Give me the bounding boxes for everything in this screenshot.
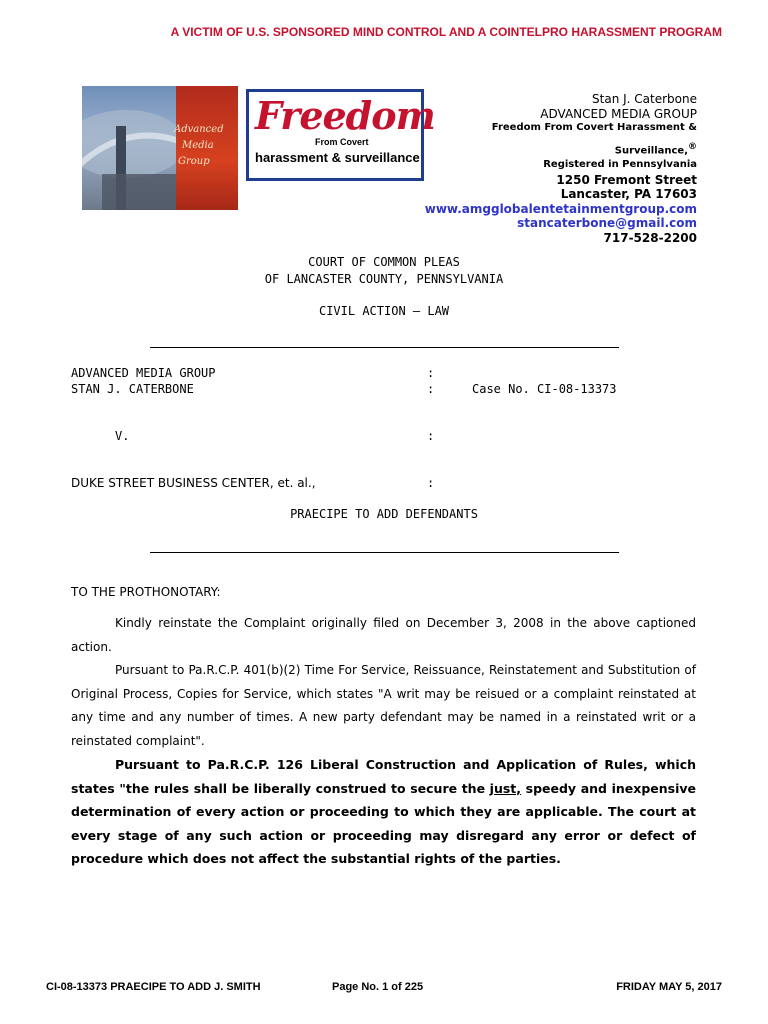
salutation: TO THE PROTHONOTARY: [71,585,221,599]
document-title: PRAECIPE TO ADD DEFENDANTS [290,507,478,521]
sender-email-link[interactable]: stancaterbone@gmail.com [517,216,697,231]
case-number: Case No. CI-08-13373 [472,382,617,396]
sender-website-link[interactable]: www.amgglobalentetainmentgroup.com [424,201,697,216]
body-paragraph-1: Kindly reinstate the Complaint originally filed on December 3, 2008 in the above captioned action. [71,616,696,654]
caption-colon: : [427,429,435,443]
versus-label: V. [115,429,130,443]
sender-street: 1250 Fremont Street [556,172,697,187]
footer-date: FRIDAY MAY 5, 2017 [616,981,722,993]
defendant-line: DUKE STREET BUSINESS CENTER, et. al., [71,476,316,490]
body-paragraph-2: Pursuant to Pa.R.C.P. 401(b)(2) Time For Service, Reissuance, Reinstatement and Substitution of Original Process, Copies for Service, which states "A writ may be reisued or a complaint reinstated at any time and any number of times. A new party defendant may be named in a reinstated writ or a reinstated complaint". [71,663,696,748]
sender-city: Lancaster, PA 17603 [560,187,697,202]
court-name-line1: COURT OF COMMON PLEAS [308,255,460,269]
sender-address-block [377,92,697,245]
court-name-line2: OF LANCASTER COUNTY, PENNSYLVANIA [264,272,504,286]
freedom-logo-title: Freedom [255,93,435,138]
sender-phone: 717-528-2200 [603,230,697,245]
footer-page-number: Page No. 1 of 225 [332,981,424,993]
underlined-just: just, [489,780,522,796]
plaintiff-line2: STAN J. CATERBONE [71,382,194,396]
caption-divider-bottom [150,552,619,553]
caption-colon: : [427,366,435,380]
sender-org: ADVANCED MEDIA GROUP [540,106,697,121]
plaintiff-line1: ADVANCED MEDIA GROUP [71,366,216,380]
document-body [71,612,696,871]
footer-document-id: CI-08-13373 PRAECIPE TO ADD J. SMITH [46,981,261,993]
sender-org2-line2: Surveillance,® [614,141,697,156]
sender-org2-line1: Freedom From Covert Harassment & [491,122,697,133]
civil-action-heading: CIVIL ACTION – LAW [318,304,450,318]
caption-colon: : [427,382,435,396]
freedom-logo-tagline: harassment & surveillance [255,150,420,165]
freedom-logo-subtitle: From Covert [315,137,369,147]
caption-colon: : [427,476,435,490]
caption-divider-top [150,347,619,348]
amg-logo-text: Advanced Media Group [174,124,224,167]
body-paragraph-3: Pursuant to Pa.R.C.P. 126 Liberal Construction and Application of Rules, which states "the rules shall be liberally construed to secure the just, speedy and inexpensive determination of every action or proceeding to which they are applicable. The court at every stage of any such action or proceeding may disregard any error or defect of procedure which does not affect the substantial rights of the parties. [71,757,696,866]
sender-name: Stan J. Caterbone [592,92,697,106]
top-banner: A VICTIM OF U.S. SPONSORED MIND CONTROL AND A COINTELPRO HARASSMENT PROGRAM [170,25,722,39]
registered-mark: ® [688,141,697,152]
sender-registered: Registered in Pennsylvania [543,159,697,171]
advanced-media-group-logo [82,86,238,210]
